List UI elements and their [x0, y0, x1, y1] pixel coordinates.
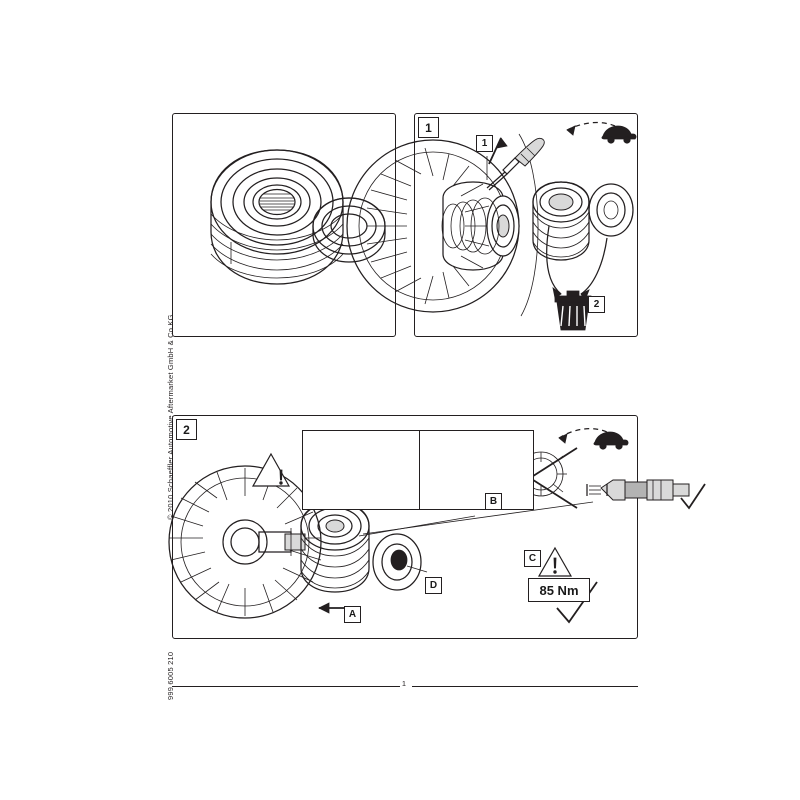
footer-rule-right: [412, 686, 638, 687]
alternator-drawing-2: [169, 466, 321, 618]
page-number: 1: [401, 679, 407, 688]
parts-overview-illustration: [173, 114, 397, 338]
callout-2: 2: [588, 296, 605, 313]
socket-tool-icon: [587, 480, 689, 500]
tool-leader-line: [359, 516, 475, 536]
old-cap-drawing: [589, 184, 633, 236]
document-code: 999 6005 210: [166, 651, 175, 700]
trash-bin-icon: [555, 291, 591, 330]
callout-c: C: [524, 550, 541, 567]
parts-overview-panel: [172, 113, 396, 337]
step-2-badge: 2: [176, 419, 197, 440]
callout-a: A: [344, 606, 361, 623]
car-icon-2: [559, 429, 628, 450]
step-1-badge: 1: [418, 117, 439, 138]
decoupler-pulley-drawing: [211, 150, 343, 284]
new-cap-drawing: [373, 534, 421, 590]
footer-rule-left: [172, 686, 400, 687]
warning-triangle-icon-2: [539, 548, 571, 576]
callout-d: D: [425, 577, 442, 594]
arrow-icon-a: [319, 603, 345, 613]
removal-illustration: [415, 114, 639, 338]
copyright-text: © 2010 Schaeffler Automotive Aftermarket GmbH & Co.KG: [166, 314, 175, 520]
callout-1: 1: [476, 135, 493, 152]
removed-pulley-drawing: [533, 182, 589, 260]
tool-comparison-divider: [419, 430, 420, 510]
warning-triangle-icon: [253, 454, 289, 486]
screwdriver-icon: [487, 138, 544, 190]
torque-value-label: 85 Nm: [528, 578, 590, 602]
car-icon: [567, 123, 636, 144]
discard-arrows: [547, 226, 607, 300]
callout-b: B: [485, 493, 502, 510]
